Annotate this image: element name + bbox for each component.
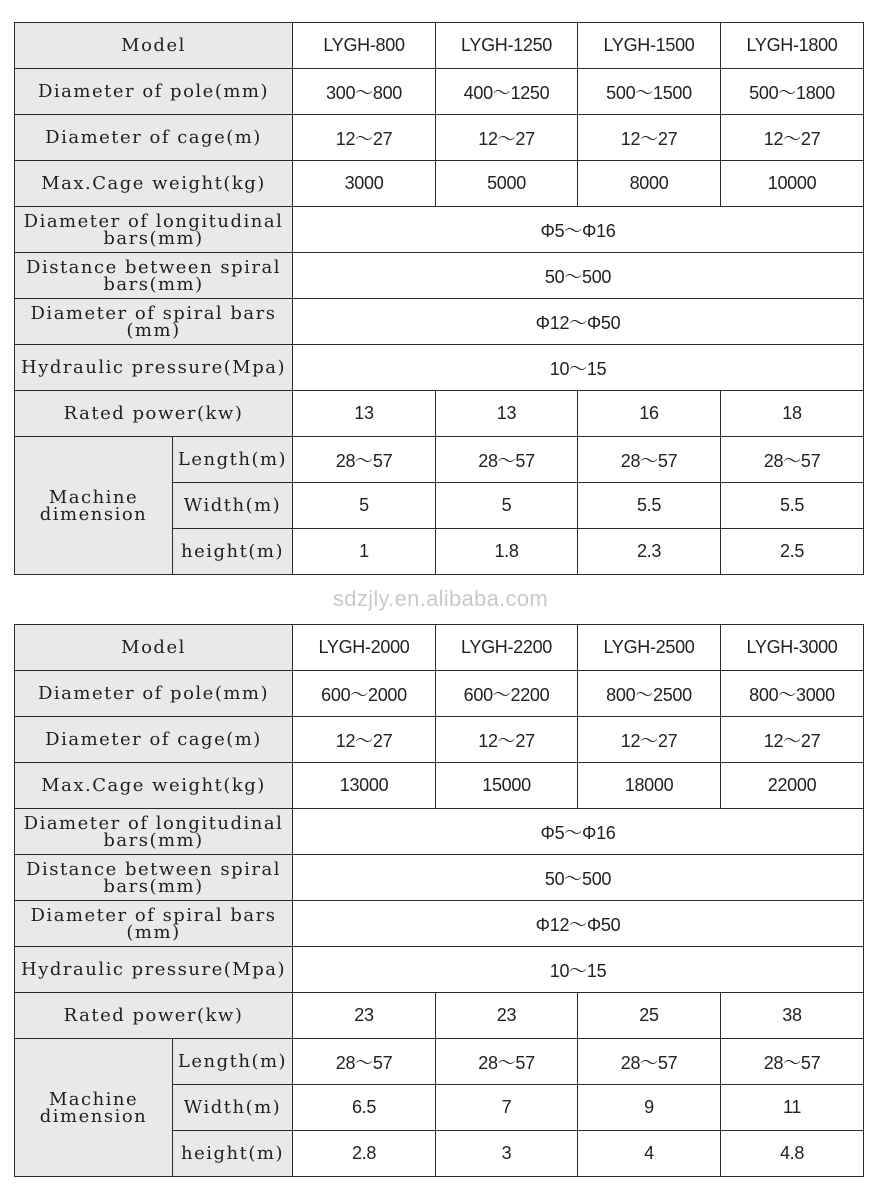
width-cell: 5 — [293, 483, 436, 529]
weight-cell: 3000 — [293, 161, 436, 207]
width-cell: 5.5 — [578, 483, 721, 529]
cage-cell: 12～27 — [293, 717, 436, 763]
label-length: Length(m) — [173, 437, 293, 483]
length-cell: 28～57 — [436, 437, 578, 483]
label-pole: Diameter of pole(mm) — [15, 671, 293, 717]
spiral-distance-cell: 50～500 — [293, 253, 864, 299]
longitudinal-cell: Φ5～Φ16 — [293, 207, 864, 253]
width-cell: 7 — [436, 1085, 578, 1131]
label-model: Model — [15, 625, 293, 671]
power-cell: 25 — [578, 993, 721, 1039]
weight-cell: 5000 — [436, 161, 578, 207]
spec-table-1 — [14, 22, 864, 575]
label-weight: Max.Cage weight(kg) — [15, 763, 293, 809]
length-cell: 28～57 — [578, 437, 721, 483]
power-cell: 13 — [293, 391, 436, 437]
pole-cell: 400～1250 — [436, 69, 578, 115]
row-pole — [15, 69, 864, 115]
power-cell: 23 — [293, 993, 436, 1039]
length-cell: 28～57 — [436, 1039, 578, 1085]
pole-cell: 600～2000 — [293, 671, 436, 717]
cage-cell: 12～27 — [293, 115, 436, 161]
weight-cell: 18000 — [578, 763, 721, 809]
row-model — [15, 625, 864, 671]
row-weight — [15, 763, 864, 809]
label-spiral-distance: Distance between spiral bars(mm) — [15, 253, 293, 299]
length-cell: 28～57 — [293, 437, 436, 483]
pole-cell: 600～2200 — [436, 671, 578, 717]
row-pole — [15, 671, 864, 717]
label-spiral-diameter: Diameter of spiral bars (mm) — [15, 901, 293, 947]
label-cage: Diameter of cage(m) — [15, 717, 293, 763]
row-longitudinal — [15, 207, 864, 253]
height-cell: 1 — [293, 529, 436, 575]
width-cell: 5 — [436, 483, 578, 529]
power-cell: 23 — [436, 993, 578, 1039]
height-cell: 4 — [578, 1131, 721, 1177]
power-cell: 13 — [436, 391, 578, 437]
width-cell: 9 — [578, 1085, 721, 1131]
pole-cell: 500～1500 — [578, 69, 721, 115]
cage-cell: 12～27 — [721, 115, 864, 161]
row-model — [15, 23, 864, 69]
label-width: Width(m) — [173, 483, 293, 529]
height-cell: 2.3 — [578, 529, 721, 575]
watermark: sdzjly.en.alibaba.com — [333, 586, 548, 611]
width-cell: 11 — [721, 1085, 864, 1131]
spiral-diameter-cell: Φ12～Φ50 — [293, 901, 864, 947]
weight-cell: 15000 — [436, 763, 578, 809]
cage-cell: 12～27 — [578, 115, 721, 161]
cage-cell: 12～27 — [578, 717, 721, 763]
model-cell: LYGH-1500 — [578, 23, 721, 69]
row-length — [15, 1039, 864, 1085]
label-hydraulic: Hydraulic pressure(Mpa) — [15, 947, 293, 993]
label-height: height(m) — [173, 1131, 293, 1177]
width-cell: 5.5 — [721, 483, 864, 529]
power-cell: 16 — [578, 391, 721, 437]
label-power: Rated power(kw) — [15, 993, 293, 1039]
row-spiral-diameter — [15, 299, 864, 345]
weight-cell: 13000 — [293, 763, 436, 809]
model-cell: LYGH-2500 — [578, 625, 721, 671]
height-cell: 3 — [436, 1131, 578, 1177]
label-height: height(m) — [173, 529, 293, 575]
row-longitudinal — [15, 809, 864, 855]
pole-cell: 500～1800 — [721, 69, 864, 115]
width-cell: 6.5 — [293, 1085, 436, 1131]
model-cell: LYGH-800 — [293, 23, 436, 69]
label-dimension: Machine dimension — [15, 1039, 173, 1177]
label-spiral-diameter: Diameter of spiral bars (mm) — [15, 299, 293, 345]
height-cell: 2.8 — [293, 1131, 436, 1177]
row-weight — [15, 161, 864, 207]
cage-cell: 12～27 — [436, 115, 578, 161]
label-longitudinal: Diameter of longitudinal bars(mm) — [15, 809, 293, 855]
model-cell: LYGH-1800 — [721, 23, 864, 69]
model-cell: LYGH-2000 — [293, 625, 436, 671]
row-cage — [15, 115, 864, 161]
spec-table-2 — [14, 624, 864, 1177]
power-cell: 38 — [721, 993, 864, 1039]
label-weight: Max.Cage weight(kg) — [15, 161, 293, 207]
row-power — [15, 993, 864, 1039]
label-width: Width(m) — [173, 1085, 293, 1131]
hydraulic-cell: 10～15 — [293, 345, 864, 391]
model-cell: LYGH-2200 — [436, 625, 578, 671]
label-cage: Diameter of cage(m) — [15, 115, 293, 161]
row-cage — [15, 717, 864, 763]
row-hydraulic — [15, 947, 864, 993]
length-cell: 28～57 — [293, 1039, 436, 1085]
label-spiral-distance: Distance between spiral bars(mm) — [15, 855, 293, 901]
label-dimension: Machine dimension — [15, 437, 173, 575]
label-length: Length(m) — [173, 1039, 293, 1085]
weight-cell: 22000 — [721, 763, 864, 809]
height-cell: 4.8 — [721, 1131, 864, 1177]
pole-cell: 800～2500 — [578, 671, 721, 717]
height-cell: 2.5 — [721, 529, 864, 575]
longitudinal-cell: Φ5～Φ16 — [293, 809, 864, 855]
weight-cell: 8000 — [578, 161, 721, 207]
label-power: Rated power(kw) — [15, 391, 293, 437]
label-hydraulic: Hydraulic pressure(Mpa) — [15, 345, 293, 391]
row-hydraulic — [15, 345, 864, 391]
cage-cell: 12～27 — [721, 717, 864, 763]
height-cell: 1.8 — [436, 529, 578, 575]
label-longitudinal: Diameter of longitudinal bars(mm) — [15, 207, 293, 253]
row-spiral-distance — [15, 253, 864, 299]
row-length — [15, 437, 864, 483]
label-pole: Diameter of pole(mm) — [15, 69, 293, 115]
length-cell: 28～57 — [721, 437, 864, 483]
length-cell: 28～57 — [578, 1039, 721, 1085]
weight-cell: 10000 — [721, 161, 864, 207]
row-power — [15, 391, 864, 437]
row-spiral-distance — [15, 855, 864, 901]
pole-cell: 800～3000 — [721, 671, 864, 717]
hydraulic-cell: 10～15 — [293, 947, 864, 993]
model-cell: LYGH-1250 — [436, 23, 578, 69]
pole-cell: 300～800 — [293, 69, 436, 115]
model-cell: LYGH-3000 — [721, 625, 864, 671]
cage-cell: 12～27 — [436, 717, 578, 763]
spiral-diameter-cell: Φ12～Φ50 — [293, 299, 864, 345]
power-cell: 18 — [721, 391, 864, 437]
length-cell: 28～57 — [721, 1039, 864, 1085]
label-model: Model — [15, 23, 293, 69]
row-spiral-diameter — [15, 901, 864, 947]
spiral-distance-cell: 50～500 — [293, 855, 864, 901]
